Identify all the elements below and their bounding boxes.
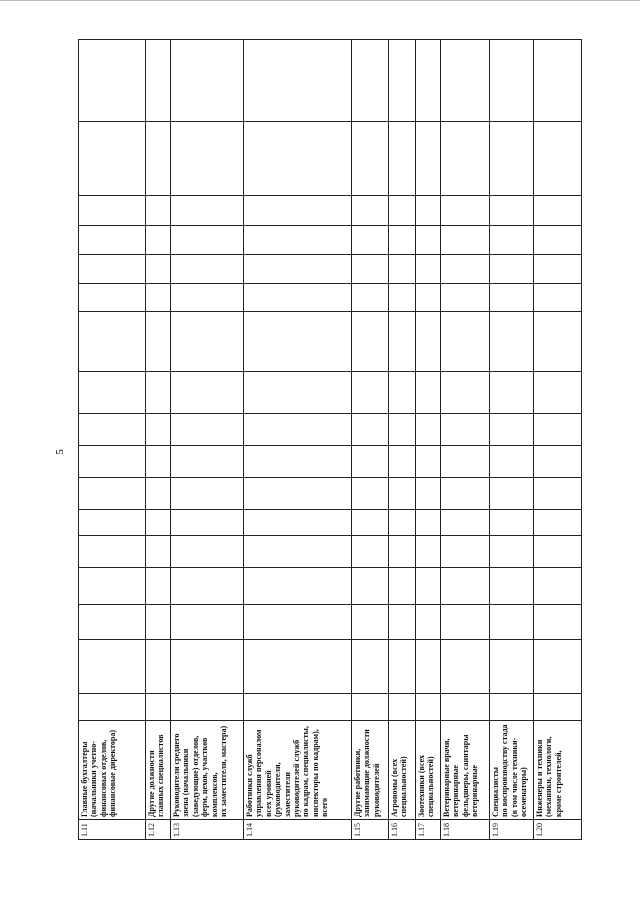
empty-data-cell: [416, 312, 441, 372]
row-number-cell: 1.17: [416, 820, 441, 840]
empty-data-cell: [441, 694, 490, 721]
empty-data-cell: [352, 122, 389, 196]
empty-data-cell: [146, 372, 171, 414]
row-number-cell: 1.13: [171, 820, 244, 840]
empty-data-cell: [79, 414, 146, 446]
empty-data-cell: [79, 536, 146, 568]
empty-data-cell: [389, 446, 416, 478]
rotated-table-frame: [78, 60, 563, 840]
empty-data-cell: [534, 122, 582, 196]
empty-data-cell: [171, 255, 244, 284]
row-number-cell: 1.12: [146, 820, 171, 840]
table-row: [171, 40, 244, 840]
empty-data-cell: [171, 640, 244, 694]
empty-data-cell: [441, 446, 490, 478]
empty-data-cell: [79, 640, 146, 694]
empty-data-cell: [389, 372, 416, 414]
empty-data-cell: [79, 605, 146, 640]
empty-data-cell: [146, 694, 171, 721]
empty-data-cell: [389, 196, 416, 226]
empty-data-cell: [441, 196, 490, 226]
empty-data-cell: [534, 40, 582, 122]
empty-data-cell: [389, 536, 416, 568]
empty-data-cell: [244, 414, 352, 446]
empty-data-cell: [352, 372, 389, 414]
empty-data-cell: [416, 40, 441, 122]
empty-data-cell: [416, 510, 441, 536]
empty-data-cell: [171, 510, 244, 536]
empty-data-cell: [534, 446, 582, 478]
empty-data-cell: [389, 122, 416, 196]
empty-data-cell: [146, 255, 171, 284]
empty-data-cell: [79, 510, 146, 536]
empty-data-cell: [146, 122, 171, 196]
empty-data-cell: [352, 694, 389, 721]
empty-data-cell: [490, 694, 534, 721]
empty-data-cell: [79, 478, 146, 510]
empty-data-cell: [171, 372, 244, 414]
row-label-cell: Другие работники, занимающие должности руководителей: [352, 721, 389, 820]
empty-data-cell: [441, 414, 490, 446]
empty-data-cell: [416, 414, 441, 446]
empty-data-cell: [244, 372, 352, 414]
empty-data-cell: [244, 694, 352, 721]
empty-data-cell: [79, 122, 146, 196]
empty-data-cell: [352, 312, 389, 372]
empty-data-cell: [146, 478, 171, 510]
empty-data-cell: [146, 196, 171, 226]
empty-data-cell: [389, 414, 416, 446]
row-label-cell: Главные бухгалтеры (начальники учетно- финансовых отделов, финансовые директора): [79, 721, 146, 820]
empty-data-cell: [244, 284, 352, 312]
empty-data-cell: [352, 446, 389, 478]
empty-data-cell: [389, 40, 416, 122]
empty-data-cell: [171, 536, 244, 568]
empty-data-cell: [534, 255, 582, 284]
empty-data-cell: [490, 605, 534, 640]
empty-data-cell: [352, 284, 389, 312]
empty-data-cell: [352, 414, 389, 446]
empty-data-cell: [352, 255, 389, 284]
table-row: [79, 40, 146, 840]
table-row: [441, 40, 490, 840]
empty-data-cell: [416, 255, 441, 284]
empty-data-cell: [389, 478, 416, 510]
row-label-cell: Другие должности главных специалистов: [146, 721, 171, 820]
empty-data-cell: [490, 568, 534, 605]
row-label-cell: Руководители среднего звена (начальники (заведующие) отделов, ферм, цехов, участков комплексов, их заместители, мастера): [171, 721, 244, 820]
empty-data-cell: [352, 536, 389, 568]
empty-data-cell: [352, 478, 389, 510]
table-row: [534, 40, 582, 840]
empty-data-cell: [534, 372, 582, 414]
empty-data-cell: [389, 510, 416, 536]
empty-data-cell: [490, 284, 534, 312]
empty-data-cell: [146, 312, 171, 372]
empty-data-cell: [389, 640, 416, 694]
empty-data-cell: [171, 446, 244, 478]
table-row: [416, 40, 441, 840]
empty-data-cell: [416, 640, 441, 694]
row-label-cell: Зоотехники (всех специальностей): [416, 721, 441, 820]
empty-data-cell: [171, 122, 244, 196]
empty-data-cell: [171, 568, 244, 605]
empty-data-cell: [441, 122, 490, 196]
empty-data-cell: [244, 510, 352, 536]
row-number-cell: 1.19: [490, 820, 534, 840]
empty-data-cell: [534, 694, 582, 721]
table-row: [389, 40, 416, 840]
empty-data-cell: [171, 226, 244, 255]
empty-data-cell: [352, 605, 389, 640]
empty-data-cell: [416, 694, 441, 721]
empty-data-cell: [352, 196, 389, 226]
table-row: [490, 40, 534, 840]
empty-data-cell: [534, 284, 582, 312]
empty-data-cell: [490, 196, 534, 226]
empty-data-cell: [416, 226, 441, 255]
empty-data-cell: [146, 446, 171, 478]
row-label-cell: Агрономы (всех специальностей): [389, 721, 416, 820]
staff-table: [78, 39, 582, 840]
empty-data-cell: [441, 510, 490, 536]
empty-data-cell: [490, 510, 534, 536]
empty-data-cell: [244, 568, 352, 605]
empty-data-cell: [441, 40, 490, 122]
row-number-cell: 1.15: [352, 820, 389, 840]
empty-data-cell: [534, 414, 582, 446]
empty-data-cell: [146, 605, 171, 640]
empty-data-cell: [244, 446, 352, 478]
empty-data-cell: [79, 568, 146, 605]
page-number: 5: [54, 449, 66, 455]
empty-data-cell: [534, 568, 582, 605]
row-number-cell: 1.11: [79, 820, 146, 840]
empty-data-cell: [534, 510, 582, 536]
empty-data-cell: [534, 605, 582, 640]
empty-data-cell: [146, 510, 171, 536]
empty-data-cell: [534, 478, 582, 510]
empty-data-cell: [416, 284, 441, 312]
row-number-cell: 1.18: [441, 820, 490, 840]
empty-data-cell: [389, 284, 416, 312]
table-row: [146, 40, 171, 840]
row-number-cell: 1.16: [389, 820, 416, 840]
empty-data-cell: [490, 40, 534, 122]
empty-data-cell: [416, 196, 441, 226]
empty-data-cell: [490, 414, 534, 446]
empty-data-cell: [490, 478, 534, 510]
empty-data-cell: [171, 478, 244, 510]
empty-data-cell: [352, 226, 389, 255]
empty-data-cell: [441, 226, 490, 255]
empty-data-cell: [389, 694, 416, 721]
empty-data-cell: [389, 312, 416, 372]
empty-data-cell: [146, 40, 171, 122]
empty-data-cell: [416, 568, 441, 605]
empty-data-cell: [490, 536, 534, 568]
empty-data-cell: [171, 414, 244, 446]
empty-data-cell: [171, 196, 244, 226]
empty-data-cell: [389, 255, 416, 284]
empty-data-cell: [79, 226, 146, 255]
row-number-cell: 1.14: [244, 820, 352, 840]
empty-data-cell: [171, 312, 244, 372]
empty-data-cell: [441, 312, 490, 372]
empty-data-cell: [171, 40, 244, 122]
empty-data-cell: [244, 122, 352, 196]
empty-data-cell: [79, 40, 146, 122]
row-label-cell: Инженеры и техники (механики, технологи, кроме строителей,: [534, 721, 582, 820]
empty-data-cell: [534, 640, 582, 694]
empty-data-cell: [441, 568, 490, 605]
empty-data-cell: [416, 446, 441, 478]
empty-data-cell: [416, 478, 441, 510]
empty-data-cell: [146, 226, 171, 255]
empty-data-cell: [441, 478, 490, 510]
empty-data-cell: [441, 536, 490, 568]
empty-data-cell: [146, 414, 171, 446]
empty-data-cell: [79, 312, 146, 372]
empty-data-cell: [416, 122, 441, 196]
empty-data-cell: [146, 640, 171, 694]
empty-data-cell: [534, 196, 582, 226]
empty-data-cell: [244, 478, 352, 510]
empty-data-cell: [79, 196, 146, 226]
empty-data-cell: [352, 510, 389, 536]
top-border-line: [0, 0, 640, 1]
empty-data-cell: [389, 226, 416, 255]
table-row: [352, 40, 389, 840]
empty-data-cell: [534, 226, 582, 255]
empty-data-cell: [416, 372, 441, 414]
empty-data-cell: [352, 568, 389, 605]
empty-data-cell: [171, 694, 244, 721]
empty-data-cell: [389, 568, 416, 605]
empty-data-cell: [244, 640, 352, 694]
empty-data-cell: [79, 255, 146, 284]
empty-data-cell: [244, 255, 352, 284]
row-label-cell: Специалисты по воспроизводству стада (в том числе техники- осеменаторы): [490, 721, 534, 820]
empty-data-cell: [352, 40, 389, 122]
empty-data-cell: [490, 226, 534, 255]
empty-data-cell: [171, 284, 244, 312]
empty-data-cell: [416, 536, 441, 568]
empty-data-cell: [352, 640, 389, 694]
empty-data-cell: [441, 284, 490, 312]
table-rotator: [78, 60, 563, 840]
empty-data-cell: [490, 446, 534, 478]
empty-data-cell: [146, 536, 171, 568]
empty-data-cell: [441, 640, 490, 694]
empty-data-cell: [416, 605, 441, 640]
row-number-cell: 1.20: [534, 820, 582, 840]
row-label-cell: Ветеринарные врачи, ветеринарные фельдшеры, санитары ветеринарные: [441, 721, 490, 820]
empty-data-cell: [441, 372, 490, 414]
empty-data-cell: [244, 196, 352, 226]
empty-data-cell: [79, 284, 146, 312]
empty-data-cell: [244, 536, 352, 568]
empty-data-cell: [490, 122, 534, 196]
empty-data-cell: [244, 226, 352, 255]
empty-data-cell: [534, 312, 582, 372]
empty-data-cell: [490, 640, 534, 694]
table-row: [244, 40, 352, 840]
empty-data-cell: [79, 694, 146, 721]
empty-data-cell: [441, 255, 490, 284]
empty-data-cell: [441, 605, 490, 640]
empty-data-cell: [171, 605, 244, 640]
empty-data-cell: [389, 605, 416, 640]
empty-data-cell: [244, 312, 352, 372]
empty-data-cell: [146, 284, 171, 312]
empty-data-cell: [79, 446, 146, 478]
empty-data-cell: [244, 605, 352, 640]
empty-data-cell: [490, 312, 534, 372]
empty-data-cell: [490, 255, 534, 284]
empty-data-cell: [534, 536, 582, 568]
row-label-cell: Работники служб управления персоналом всех уровней (руководители, заместители руководителей служб по кадрам, специалисты, инспекторы по кадрам), всего: [244, 721, 352, 820]
empty-data-cell: [79, 372, 146, 414]
empty-data-cell: [244, 40, 352, 122]
empty-data-cell: [146, 568, 171, 605]
empty-data-cell: [490, 372, 534, 414]
